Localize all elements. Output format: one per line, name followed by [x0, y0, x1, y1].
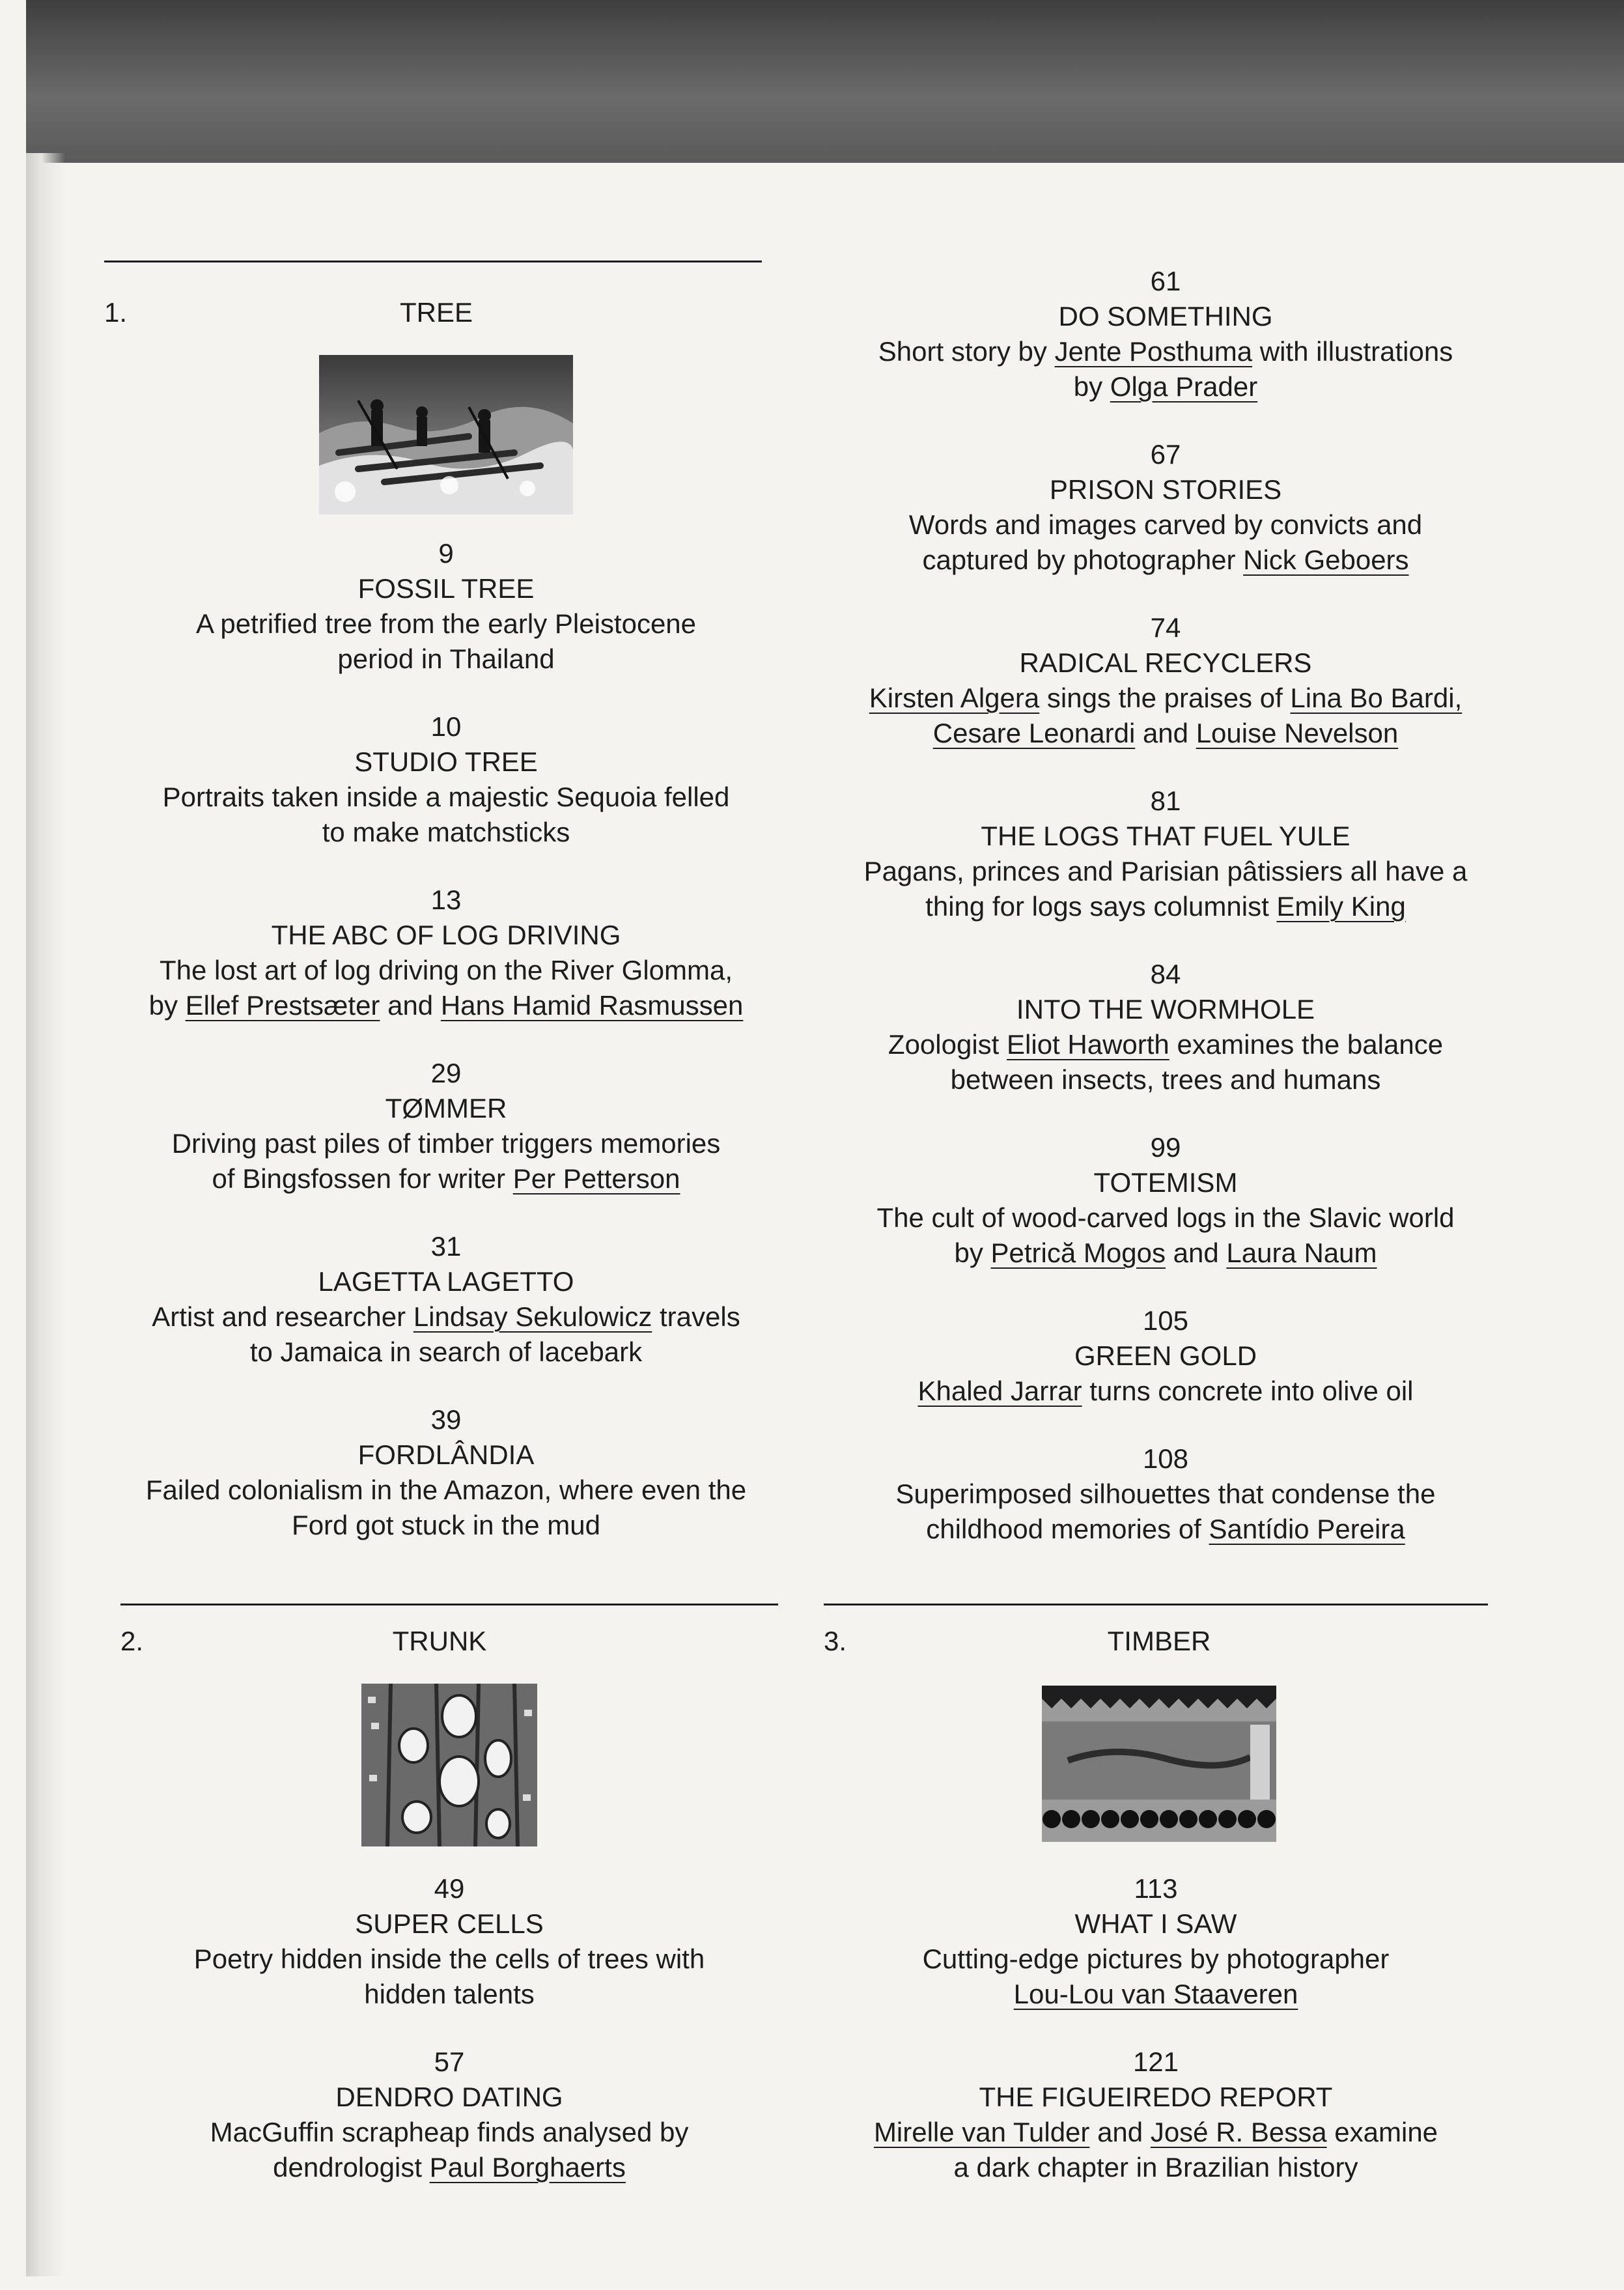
article-description — [104, 988, 788, 1023]
section-number-trunk: 2. — [120, 1626, 144, 1656]
text-fragment: Zoologist — [888, 1029, 1007, 1060]
text-fragment: examine — [1326, 2117, 1438, 2147]
text-fragment: and — [1135, 718, 1196, 748]
tree-left-column — [104, 536, 788, 1576]
text-fragment: by — [1073, 371, 1110, 402]
article-title: DENDRO DATING — [335, 2082, 563, 2112]
section-number-tree: 1. — [104, 297, 128, 328]
toc-entry[interactable] — [811, 1441, 1520, 1547]
author-link[interactable]: Paul Borghaerts — [429, 2152, 626, 2183]
toc-entry[interactable] — [120, 2044, 778, 2185]
article-description: a dark chapter in Brazilian history — [953, 2152, 1358, 2183]
text-fragment: Short story by — [878, 336, 1055, 367]
author-link[interactable]: Cesare Leonardi — [932, 718, 1136, 748]
article-title: FOSSIL TREE — [357, 573, 535, 604]
article-description: period in Thailand — [337, 643, 555, 674]
article-title: SUPER CELLS — [355, 1908, 544, 1939]
article-description — [811, 1374, 1520, 1409]
toc-entry[interactable] — [104, 1402, 788, 1543]
article-description: The lost art of log driving on the River Glomma, — [159, 955, 733, 985]
page-number: 31 — [430, 1231, 462, 1262]
article-title: WHAT I SAW — [1074, 1908, 1237, 1939]
author-link[interactable]: Lou-Lou van Staaveren — [1013, 1979, 1298, 2009]
article-description — [811, 1512, 1520, 1547]
article-description: Superimposed silhouettes that condense the — [895, 1478, 1436, 1509]
page-number: 57 — [434, 2046, 465, 2077]
article-description — [811, 334, 1520, 369]
saw-blade-print-icon — [1042, 1686, 1276, 1842]
toc-entry[interactable] — [811, 437, 1520, 578]
article-description — [811, 889, 1520, 924]
section-number-timber: 3. — [824, 1626, 847, 1656]
article-description: The cult of wood-carved logs in the Slavic world — [876, 1202, 1455, 1233]
article-description: to make matchsticks — [322, 817, 570, 847]
toc-entry[interactable] — [104, 1056, 788, 1196]
page-number: 9 — [438, 538, 454, 569]
toc-entry[interactable] — [817, 1871, 1494, 2012]
author-link[interactable]: Hans Hamid Rasmussen — [440, 990, 744, 1021]
trunk-column — [120, 1871, 778, 2218]
article-description: Failed colonialism in the Amazon, where even the — [145, 1475, 747, 1505]
page-number: 84 — [1150, 959, 1181, 989]
article-description: Poetry hidden inside the cells of trees with — [193, 1944, 705, 1974]
page-number: 49 — [434, 1873, 465, 1904]
article-description — [811, 1236, 1520, 1271]
text-fragment: with illustrations — [1252, 336, 1453, 367]
author-link[interactable]: Lindsay Sekulowicz — [413, 1301, 652, 1332]
text-fragment: travels — [652, 1301, 740, 1332]
page-number: 74 — [1150, 612, 1181, 643]
author-link[interactable]: Santídio Pereira — [1209, 1514, 1405, 1544]
text-fragment: of Bingsfossen for writer — [212, 1163, 513, 1194]
header-band — [26, 0, 1624, 163]
author-link[interactable]: Lina Bo Bardi, — [1290, 683, 1463, 713]
article-title: INTO THE WORMHOLE — [1016, 994, 1315, 1025]
author-link[interactable]: José R. Bessa — [1150, 2117, 1327, 2147]
article-description: hidden talents — [364, 1979, 535, 2009]
text-fragment: examines the balance — [1169, 1029, 1444, 1060]
toc-entry[interactable] — [811, 784, 1520, 924]
article-title: DO SOMETHING — [1058, 301, 1273, 332]
toc-entry[interactable] — [104, 1229, 788, 1370]
author-link[interactable]: Per Petterson — [512, 1163, 680, 1194]
article-description: Pagans, princes and Parisian pâtissiers all have a — [863, 856, 1468, 886]
author-link[interactable]: Khaled Jarrar — [917, 1376, 1082, 1406]
text-fragment: turns concrete into olive oil — [1082, 1376, 1414, 1406]
section-title-tree: TREE — [399, 297, 473, 328]
text-fragment: captured by photographer — [922, 544, 1244, 575]
page-number: 105 — [1142, 1305, 1189, 1336]
author-link[interactable]: Kirsten Algera — [869, 683, 1040, 713]
text-fragment: and — [1089, 2117, 1151, 2147]
article-title: LAGETTA LAGETTO — [318, 1266, 574, 1297]
article-title: GREEN GOLD — [1074, 1340, 1257, 1371]
article-title: STUDIO TREE — [354, 746, 538, 777]
page-number: 113 — [1134, 1873, 1178, 1904]
text-fragment: by — [148, 990, 186, 1021]
text-fragment: by — [954, 1237, 991, 1268]
article-description — [811, 716, 1520, 751]
article-description — [811, 1027, 1520, 1062]
article-description: Cutting-edge pictures by photographer — [922, 1944, 1390, 1974]
article-description: to Jamaica in search of lacebark — [249, 1336, 643, 1367]
page-number: 67 — [1150, 439, 1181, 470]
author-link[interactable]: Emily King — [1276, 891, 1406, 922]
page-number: 39 — [430, 1404, 462, 1435]
wood-cell-micrograph-icon — [361, 1684, 537, 1846]
section-rule-timber — [824, 1604, 1488, 1605]
author-link[interactable]: Mirelle van Tulder — [873, 2117, 1090, 2147]
text-fragment: thing for logs says columnist — [925, 891, 1277, 922]
toc-entry[interactable] — [811, 1303, 1520, 1409]
article-description — [817, 2115, 1494, 2150]
article-description: Words and images carved by convicts and — [908, 509, 1423, 540]
article-title: FORDLÂNDIA — [357, 1439, 535, 1470]
article-description: between insects, trees and humans — [950, 1064, 1381, 1095]
article-title: PRISON STORIES — [1049, 474, 1282, 505]
text-fragment: and — [1165, 1237, 1227, 1268]
article-description: Driving past piles of timber triggers memories — [171, 1128, 721, 1159]
text-fragment: sings the praises of — [1039, 683, 1291, 713]
page-number: 10 — [430, 711, 462, 742]
log-driving-photo-icon — [319, 355, 573, 515]
page-number: 81 — [1150, 785, 1181, 816]
section-title-timber: TIMBER — [1107, 1626, 1211, 1656]
article-description — [120, 2150, 778, 2185]
toc-entry[interactable] — [104, 536, 788, 677]
author-link[interactable]: Petrică Mogos — [990, 1237, 1166, 1268]
text-fragment: and — [380, 990, 441, 1021]
article-description — [811, 543, 1520, 578]
author-link[interactable]: Eliot Haworth — [1007, 1029, 1169, 1060]
section-rule-trunk — [120, 1604, 778, 1605]
article-title: TOTEMISM — [1093, 1167, 1238, 1198]
toc-entry[interactable] — [120, 1871, 778, 2012]
page-number: 61 — [1150, 266, 1181, 296]
section-title-trunk: TRUNK — [392, 1626, 487, 1656]
toc-entry[interactable] — [811, 610, 1520, 751]
author-link[interactable]: Jente Posthuma — [1054, 336, 1253, 367]
text-fragment: childhood memories of — [926, 1514, 1209, 1544]
toc-entry[interactable] — [811, 957, 1520, 1097]
author-link[interactable]: Nick Geboers — [1243, 544, 1409, 575]
author-link[interactable]: Louise Nevelson — [1196, 718, 1399, 748]
page-number: 13 — [430, 884, 462, 915]
article-description — [104, 1299, 788, 1335]
author-link[interactable]: Ellef Prestsæter — [185, 990, 380, 1021]
toc-entry[interactable] — [811, 1130, 1520, 1271]
section-rule-tree — [104, 261, 762, 262]
article-title: THE LOGS THAT FUEL YULE — [981, 821, 1351, 851]
tree-right-column — [811, 264, 1520, 1579]
article-description: Ford got stuck in the mud — [292, 1510, 600, 1540]
toc-entry[interactable] — [104, 883, 788, 1023]
article-title: THE ABC OF LOG DRIVING — [271, 920, 621, 950]
page-number: 108 — [1142, 1443, 1189, 1474]
article-description: MacGuffin scrapheap finds analysed by — [210, 2117, 689, 2147]
toc-entry[interactable] — [104, 709, 788, 850]
page-number: 99 — [1150, 1132, 1181, 1163]
article-description — [817, 1977, 1494, 2012]
article-description: A petrified tree from the early Pleistocene — [195, 608, 697, 639]
toc-entry[interactable] — [811, 264, 1520, 404]
text-fragment: Artist and researcher — [152, 1301, 413, 1332]
page-number: 29 — [430, 1058, 462, 1088]
article-description — [104, 1161, 788, 1196]
timber-column — [817, 1871, 1494, 2218]
article-description: Portraits taken inside a majestic Sequoia felled — [162, 782, 730, 812]
toc-entry[interactable] — [817, 2044, 1494, 2185]
article-description — [811, 369, 1520, 404]
article-description — [811, 681, 1520, 716]
article-title: TØMMER — [385, 1093, 507, 1124]
page-gutter-shadow — [26, 153, 65, 2276]
author-link[interactable]: Olga Prader — [1110, 371, 1258, 402]
text-fragment: dendrologist — [273, 2152, 430, 2183]
article-title: THE FIGUEIREDO REPORT — [979, 2082, 1333, 2112]
page-number: 121 — [1132, 2046, 1179, 2077]
article-title: RADICAL RECYCLERS — [1019, 647, 1312, 678]
author-link[interactable]: Laura Naum — [1226, 1237, 1377, 1268]
